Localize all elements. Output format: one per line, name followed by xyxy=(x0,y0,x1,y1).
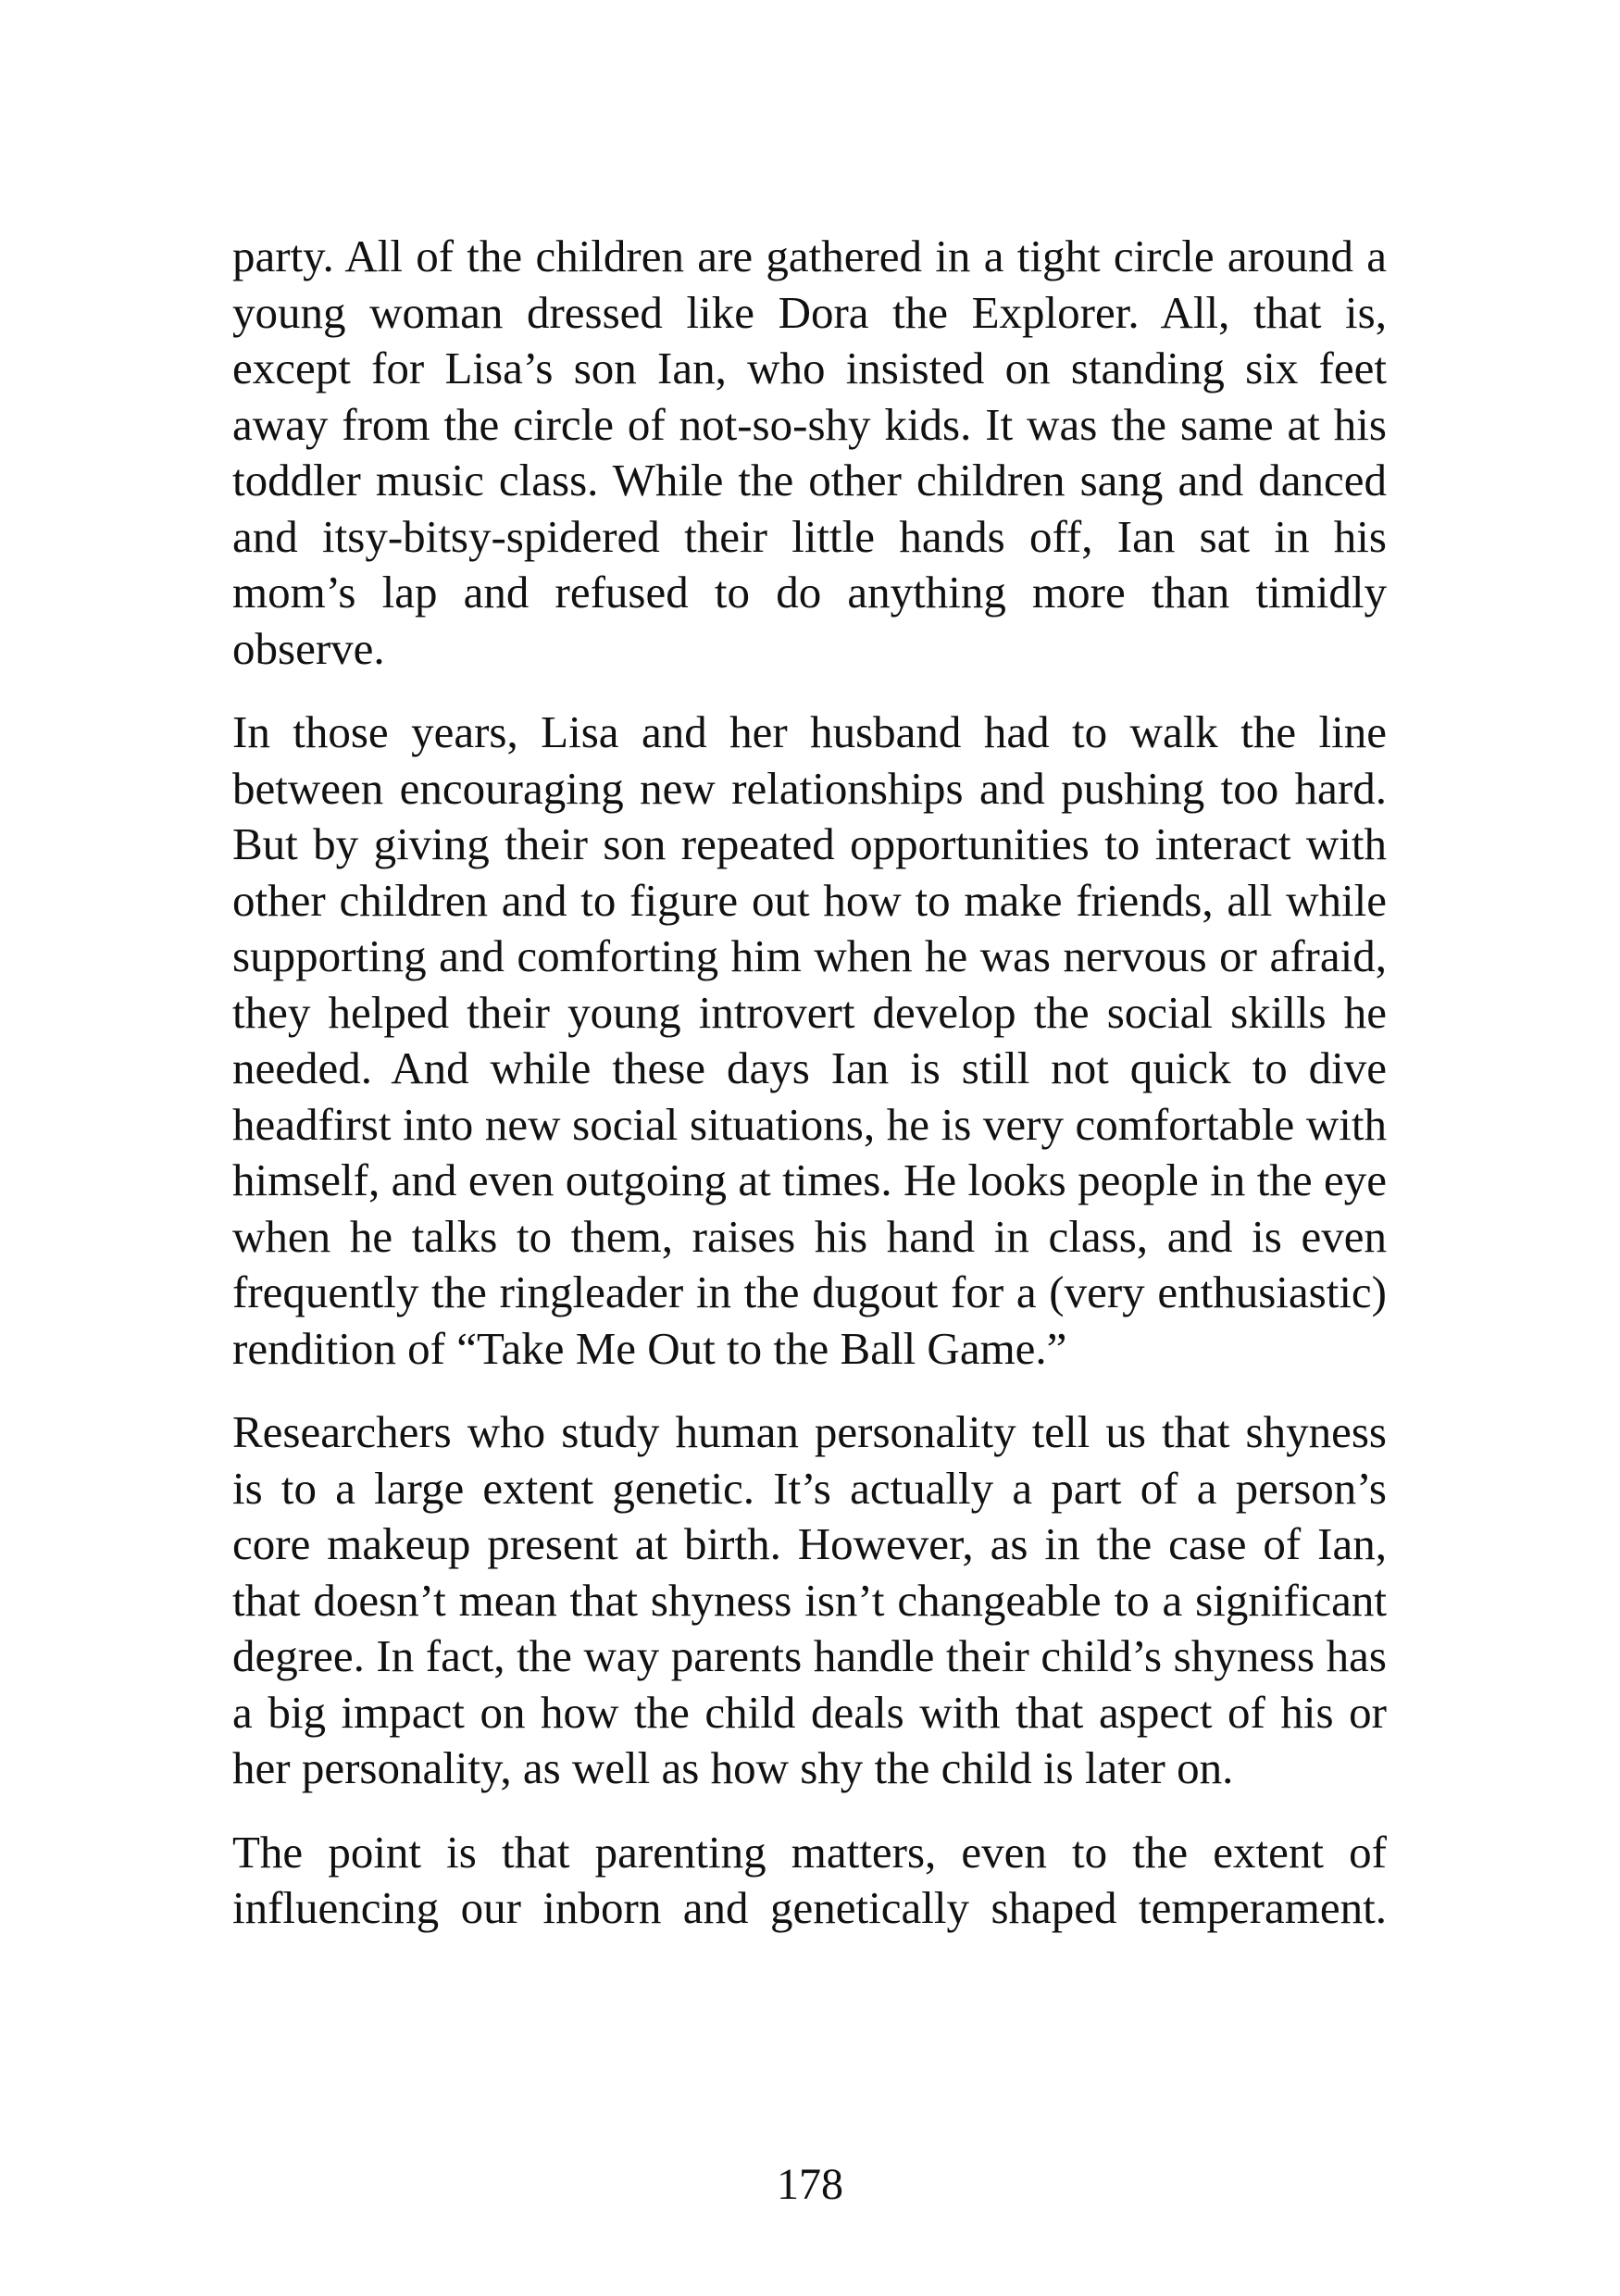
paragraph-3: Researchers who study human personality tell us that shyness is to a large extent genetic. It’s actually a part of a person’s core makeup present at birth. However, as in the case of Ian, that doesn’t mean that shyness isn’t changeable to a significant degree. In fact, the way parents handle their child’s shyness has a big impact on how the child deals with that aspect of his or her personality, as well as how shy the child is later on. xyxy=(232,1406,1387,1793)
paragraph-1: party. All of the children are gathered in a tight circle around a young woman dressed like Dora the Explorer. All, that is, except for Lisa’s son Ian, who insisted on standing six feet away from the circle of not-so-shy kids. It was the same at his toddler music class. While the other children sang and danced and itsy-bitsy-spidered their little hands off, Ian sat in his mom’s lap and refused to do anything more than timidly observe. xyxy=(232,231,1387,674)
paragraph-4: The point is that parenting matters, even to the extent of influencing our inborn and genetically shaped temperament. xyxy=(232,1826,1387,1933)
page-number: 178 xyxy=(777,2160,843,2209)
paragraph-2: In those years, Lisa and her husband had to walk the line between encouraging new relationships and pushing too hard. But by giving their son repeated opportunities to interact with other children and to figure out how to make friends, all while supporting and comforting him when he was nervous or afraid, they helped their young introvert develop the social skills he needed. And while these days Ian is still not quick to dive headfirst into new social situations, he is very comfortable with himself, and even outgoing at times. He looks people in the eye when he talks to them, raises his hand in class, and is even frequently the ringleader in the dugout for a (very enthusiastic) rendition of “Take Me Out to the Ball Game.” xyxy=(232,706,1387,1374)
body-text xyxy=(232,229,1387,1965)
